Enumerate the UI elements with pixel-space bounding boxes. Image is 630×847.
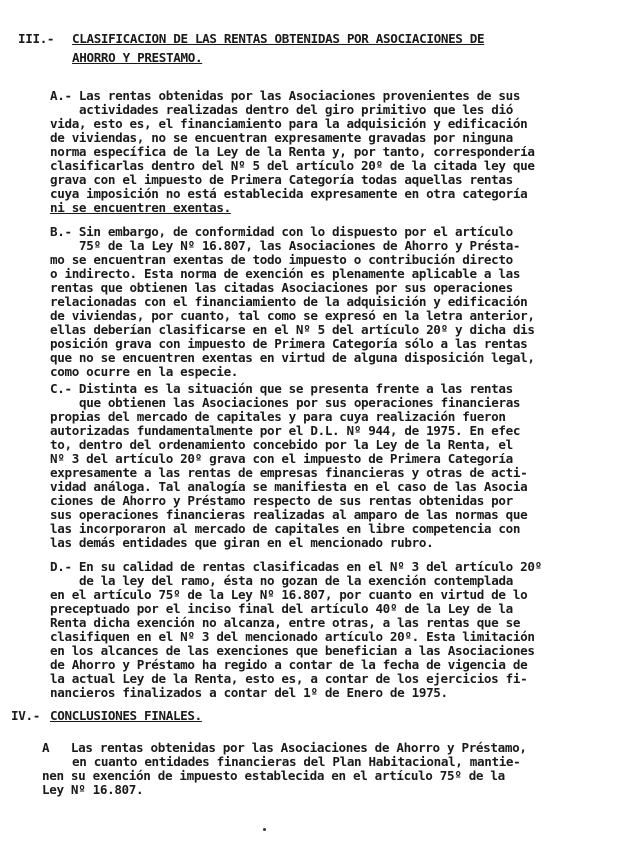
text-line: mo se encuentran exentas de todo impuesto o contribución directo — [50, 252, 513, 267]
text-line: B.- Sin embargo, de conformidad con lo dispuesto por el artículo — [50, 224, 513, 239]
text-line: ni se encuentren exentas. — [50, 200, 231, 215]
text-line: las incorporaron al mercado de capitales en libre competencia con — [50, 521, 521, 536]
text-line: expresamente a las rentas de empresas financieras y otras de acti- — [50, 465, 528, 480]
section-number: III.- — [18, 31, 55, 46]
text-line: Nº 3 del artículo 20º grava con el impuesto de Primera Categoría — [50, 451, 513, 466]
text-line: cuya imposición no está establecida expresamente en otra categoría — [50, 186, 528, 201]
text-line: to, dentro del ordenamiento concebido por la Ley de la Renta, el — [50, 437, 513, 452]
text-line: autorizadas fundamentalmente por el D.L. Nº 944, de 1975. En efec — [50, 423, 521, 438]
text-line: C.- Distinta es la situación que se presenta frente a las rentas — [50, 381, 513, 396]
text-line: grava con el impuesto de Primera Categoría todas aquellas rentas — [50, 172, 513, 187]
text-line: clasificarlas dentro del Nº 5 del artículo 20º de la citada ley que — [50, 158, 535, 173]
text-line: ciones de Ahorro y Préstamo respecto de sus rentas obtenidas por — [50, 493, 513, 508]
text-line: nen su exención de impuesto establecida en el artículo 75º de la — [42, 768, 505, 783]
text-line: ellas deberían clasificarse en el Nº 5 del artículo 20º y dicha dis — [50, 322, 535, 337]
text-line: en el artículo 75º de la Ley Nº 16.807, por cuanto en virtud de lo — [50, 587, 528, 602]
text-line: sus operaciones financieras realizadas al amparo de las normas que — [50, 507, 528, 522]
text-line: propias del mercado de capitales y para cuya realización fueron — [50, 409, 506, 424]
text-line: en cuanto entidades financieras del Plan Habitacional, mantie- — [72, 754, 521, 769]
text-line: o indirecto. Esta norma de exención es plenamente aplicable a las — [50, 266, 521, 281]
section-title-cont: AHORRO Y PRESTAMO. — [72, 50, 203, 65]
text-line: 75º de la Ley Nº 16.807, las Asociaciones de Ahorro y Présta- — [79, 238, 521, 253]
section-title: CONCLUSIONES FINALES. — [50, 708, 202, 723]
section-title: CLASIFICACION DE LAS RENTAS OBTENIDAS POR ASOCIACIONES DE — [72, 31, 485, 46]
text-line: que obtienen las Asociaciones por sus operaciones financieras — [79, 395, 521, 410]
text-line: preceptuado por el inciso final del artículo 40º de la Ley de la — [50, 601, 513, 616]
text-line: en los alcances de las exenciones que benefician a las Asociaciones — [50, 643, 535, 658]
text-line: A.- Las rentas obtenidas por las Asociaciones provenientes de sus — [50, 88, 521, 103]
text-line: la actual Ley de la Renta, esto es, a contar de los ejercicios fi- — [50, 671, 528, 686]
text-line: las demás entidades que giran en el mencionado rubro. — [50, 535, 434, 550]
text-line: A Las rentas obtenidas por las Asociaciones de Ahorro y Préstamo, — [42, 740, 527, 755]
text-line: de viviendas, por cuanto, tal como se expresó en la letra anterior, — [50, 308, 535, 323]
text-line: que no se encuentren exentas en virtud de alguna disposición legal, — [50, 350, 535, 365]
text-line: actividades realizadas dentro del giro primitivo que les dió — [79, 102, 513, 117]
text-line: Renta dicha exención no alcanza, entre otras, a las rentas que se — [50, 615, 521, 630]
text-line: Ley Nº 16.807. — [42, 782, 144, 797]
text-line: norma específica de la Ley de la Renta y, por tanto, correspondería — [50, 144, 535, 159]
text-line: nancieros finalizados a contar del 1º de Enero de 1975. — [50, 685, 448, 700]
text-line: clasifiquen en el Nº 3 del mencionado artículo 20º. Esta limitación — [50, 629, 535, 644]
section-number: IV.- — [11, 708, 40, 723]
text-line: vida, esto es, el financiamiento para la adquisición y edificación — [50, 116, 528, 131]
text-line: como ocurre en la especie. — [50, 364, 239, 379]
text-line: relacionadas con el financiamiento de la adquisición y edificación — [50, 294, 528, 309]
text-line: de Ahorro y Préstamo ha regido a contar de la fecha de vigencia de — [50, 657, 528, 672]
scan-speck — [263, 828, 266, 831]
text-line: de viviendas, no se encuentran expresamente gravadas por ninguna — [50, 130, 513, 145]
text-line: de la ley del ramo, ésta no gozan de la exención contemplada — [79, 573, 513, 588]
text-line: rentas que obtienen las citadas Asociaciones por sus operaciones — [50, 280, 513, 295]
text-line: D.- En su calidad de rentas clasificadas en el Nº 3 del artículo 20º — [50, 559, 542, 574]
text-line: vidad análoga. Tal analogía se manifiesta en el caso de las Asocia — [50, 479, 528, 494]
text-line: posición grava con impuesto de Primera Categoría sólo a las rentas — [50, 336, 528, 351]
